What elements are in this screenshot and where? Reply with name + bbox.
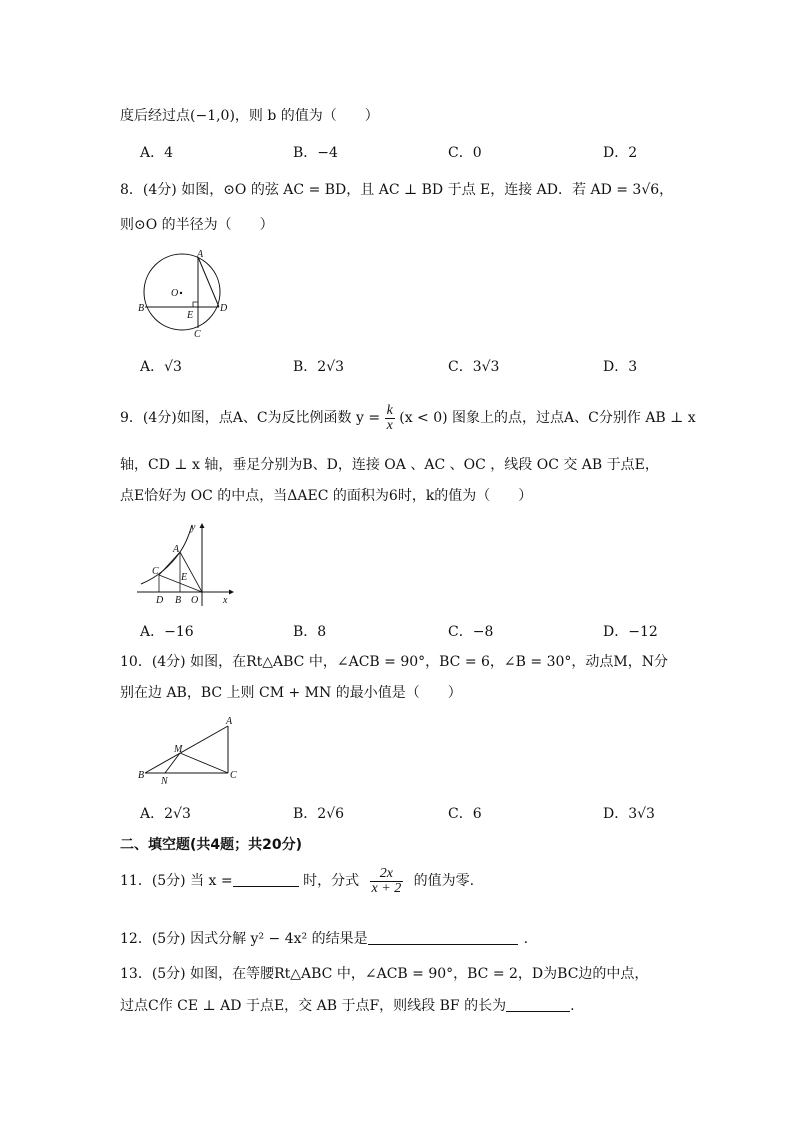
q9-label-d: D [156,595,164,606]
q10-option-b: B．2√6 [293,806,345,822]
q7-option-d: D．2 [603,145,638,161]
q10-label-b: B [138,770,145,781]
q10-label-n: N [161,776,168,787]
q8-option-b: B．2√3 [293,359,345,375]
q9-label-a: A [173,544,180,555]
q10-option-a: A．2√3 [140,806,191,822]
q8-label-b: B [138,303,145,314]
q11-pre: 11．(5分) 当 x = [120,873,233,889]
q9-option-b: B．8 [293,624,327,640]
q11-mid: 时，分式 [303,873,360,889]
q9-option-c: C．−8 [448,624,494,640]
q9-fraction-num: k [386,402,393,418]
q11-fraction [370,867,404,896]
q9-label-e: E [181,572,188,583]
q9-option-a: A．−16 [140,624,194,640]
q9-text-line1 [120,403,696,433]
q7-option-a: A．4 [140,145,174,161]
q13-post: . [570,998,575,1014]
q13-line2: 过点C作 CE ⊥ AD 于点E，交 AB 于点F，则线段 BF 的长为 [120,998,507,1014]
q12-text [120,929,528,949]
q8-text-line2: 则⊙O 的半径为（ ） [120,217,274,233]
q13-answer-blank[interactable] [506,997,570,1012]
q8-label-o: O [171,288,179,299]
q9-text-line1b: (x < 0) 图象上的点，过点A、C分别作 AB ⊥ x [399,410,696,426]
q12-post: . [523,931,529,947]
q7-option-c: C．0 [448,145,482,161]
q10-text-line2: 别在边 AB，BC 上则 CM + MN 的最小值是（ ） [120,685,462,701]
q9-label-o: O [191,595,199,606]
q8-option-c: C．3√3 [448,359,500,375]
q11-fraction-den: x + 2 [371,880,402,896]
q9-text-line1a: 9．(4分)如图，点A、C为反比例函数 y = [120,410,381,426]
q9-label-c: C [152,566,159,577]
q8-label-e: E [187,310,194,321]
q11-answer-blank[interactable] [233,872,299,887]
q10-label-c: C [230,770,237,781]
q9-fraction-den: x [386,417,393,433]
q13-text-line1: 13．(5分) 如图，在等腰Rt△ABC 中，∠ACB = 90°，BC = 2，D为BC边的中点， [120,966,649,982]
q8-option-d: D．3 [603,359,638,375]
q9-option-d: D．−12 [603,624,658,640]
q10-option-c: C．6 [448,806,482,822]
q9-text-line3: 点E恰好为 OC 的中点，当ΔAEC 的面积为6时，k的值为（ ） [120,488,533,504]
q13-text-line2 [120,996,575,1016]
q8-label-c: C [194,329,201,340]
q11-post: 的值为零. [413,873,475,889]
q8-circle-figure [135,245,235,340]
q9-label-y: y [191,522,196,533]
q10-triangle-figure [135,712,245,787]
q12-pre: 12．(5分) 因式分解 y² − 4x² 的结果是 [120,931,368,947]
q10-label-a: A [226,716,233,727]
section-title-fill-in: 二、填空题(共4题；共20分) [120,837,303,853]
q8-label-d: D [220,303,228,314]
q9-text-line2: 轴，CD ⊥ x 轴，垂足分别为B、D，连接 OA 、AC 、OC ，线段 OC 交 AB 于点E， [120,457,659,473]
q11-fraction-num: 2x [370,867,404,882]
q7-option-b: B．−4 [293,145,338,161]
q9-label-b: B [175,595,182,606]
q9-fraction [385,404,395,433]
q7-text: 度后经过点(−1,0)，则 b 的值为（ ） [120,108,379,124]
q11-text [120,866,474,896]
q9-label-x: x [223,595,228,606]
q8-text-line1: 8．(4分) 如图，⊙O 的弦 AC = BD，且 AC ⊥ BD 于点 E，连接 AD．若 AD = 3√6， [120,182,674,198]
q10-label-m: M [174,744,183,755]
q12-answer-blank[interactable] [368,930,518,945]
q9-hyperbola-figure [135,520,235,608]
q10-option-d: D．3√3 [603,806,655,822]
q8-option-a: A．√3 [140,359,182,375]
q8-label-a: A [197,249,204,260]
q10-text-line1: 10．(4分) 如图，在Rt△ABC 中，∠ACB = 90°，BC = 6，∠B = 30°，动点M，N分 [120,654,668,670]
